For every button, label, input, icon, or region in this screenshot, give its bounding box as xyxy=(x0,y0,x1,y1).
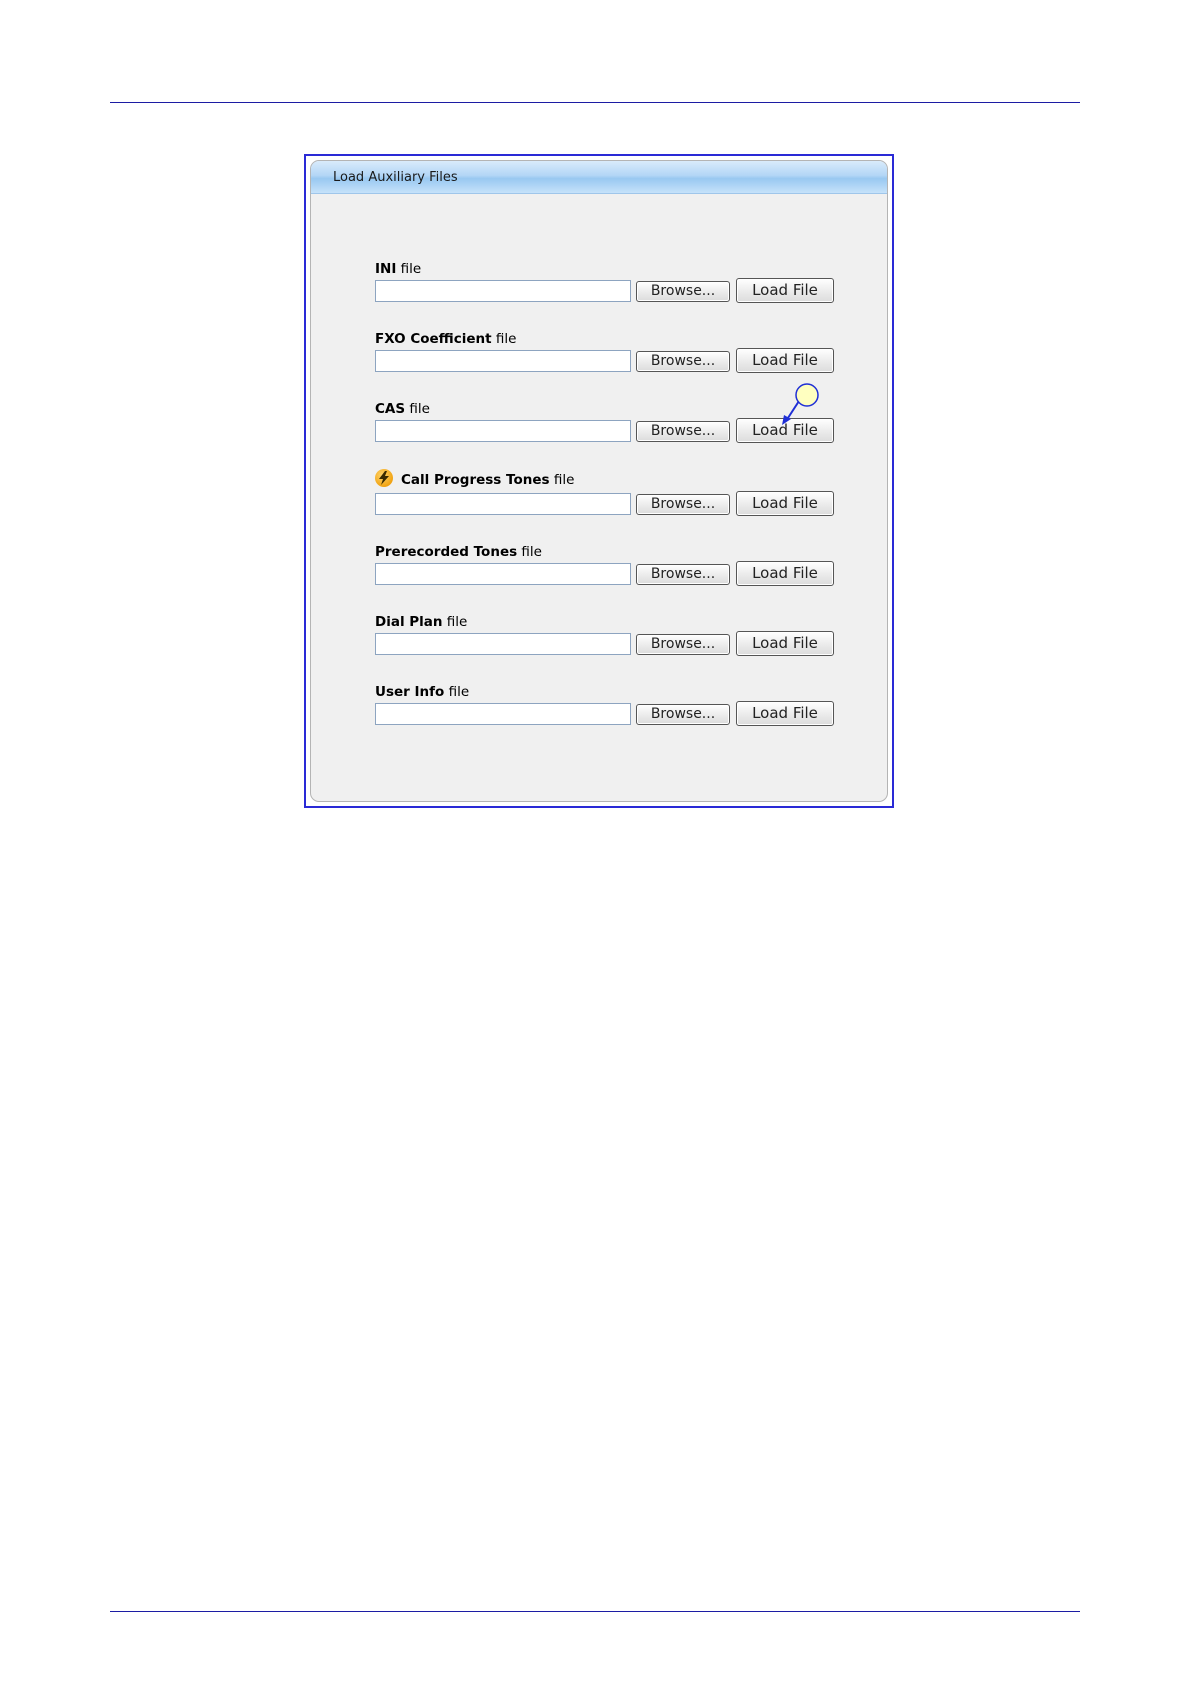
browse-button[interactable]: Browse... xyxy=(636,564,730,585)
call-progress-tones-file-input[interactable] xyxy=(375,493,631,515)
callout-marker-icon xyxy=(781,383,821,427)
load-file-button[interactable]: Load File xyxy=(736,278,834,303)
file-row-fxo-coefficient xyxy=(375,331,845,383)
prerecorded-tones-file-input[interactable] xyxy=(375,563,631,585)
browse-button[interactable]: Browse... xyxy=(636,281,730,302)
load-file-button[interactable]: Load File xyxy=(736,348,834,373)
panel-title: Load Auxiliary Files xyxy=(311,161,887,194)
footer-rule xyxy=(110,1611,1080,1612)
row-label: Dial Plan file xyxy=(375,614,468,630)
row-label: CAS file xyxy=(375,401,430,417)
browse-button[interactable]: Browse... xyxy=(636,704,730,725)
row-label: INI file xyxy=(375,261,422,277)
ini-file-input[interactable] xyxy=(375,280,631,302)
cas-file-input[interactable] xyxy=(375,420,631,442)
load-file-button[interactable]: Load File xyxy=(736,631,834,656)
browse-button[interactable]: Browse... xyxy=(636,634,730,655)
load-auxiliary-files-panel xyxy=(310,160,888,802)
browse-button[interactable]: Browse... xyxy=(636,351,730,372)
browse-button[interactable]: Browse... xyxy=(636,421,730,442)
file-row-ini xyxy=(375,261,845,313)
file-row-call-progress-tones xyxy=(375,474,845,526)
load-file-button[interactable]: Load File xyxy=(736,418,834,443)
lightning-icon xyxy=(375,469,393,487)
row-label: Call Progress Tones file xyxy=(375,469,574,488)
file-row-user-info xyxy=(375,684,845,736)
load-file-button[interactable]: Load File xyxy=(736,491,834,516)
dial-plan-file-input[interactable] xyxy=(375,633,631,655)
row-label: Prerecorded Tones file xyxy=(375,544,542,560)
fxo-coefficient-file-input[interactable] xyxy=(375,350,631,372)
file-row-dial-plan xyxy=(375,614,845,666)
user-info-file-input[interactable] xyxy=(375,703,631,725)
header-rule xyxy=(110,102,1080,103)
row-label: FXO Coefficient file xyxy=(375,331,517,347)
row-label: User Info file xyxy=(375,684,470,700)
load-file-button[interactable]: Load File xyxy=(736,701,834,726)
file-row-cas xyxy=(375,401,845,453)
screenshot-frame xyxy=(304,154,894,808)
file-row-prerecorded-tones xyxy=(375,544,845,596)
browse-button[interactable]: Browse... xyxy=(636,494,730,515)
load-file-button[interactable]: Load File xyxy=(736,561,834,586)
